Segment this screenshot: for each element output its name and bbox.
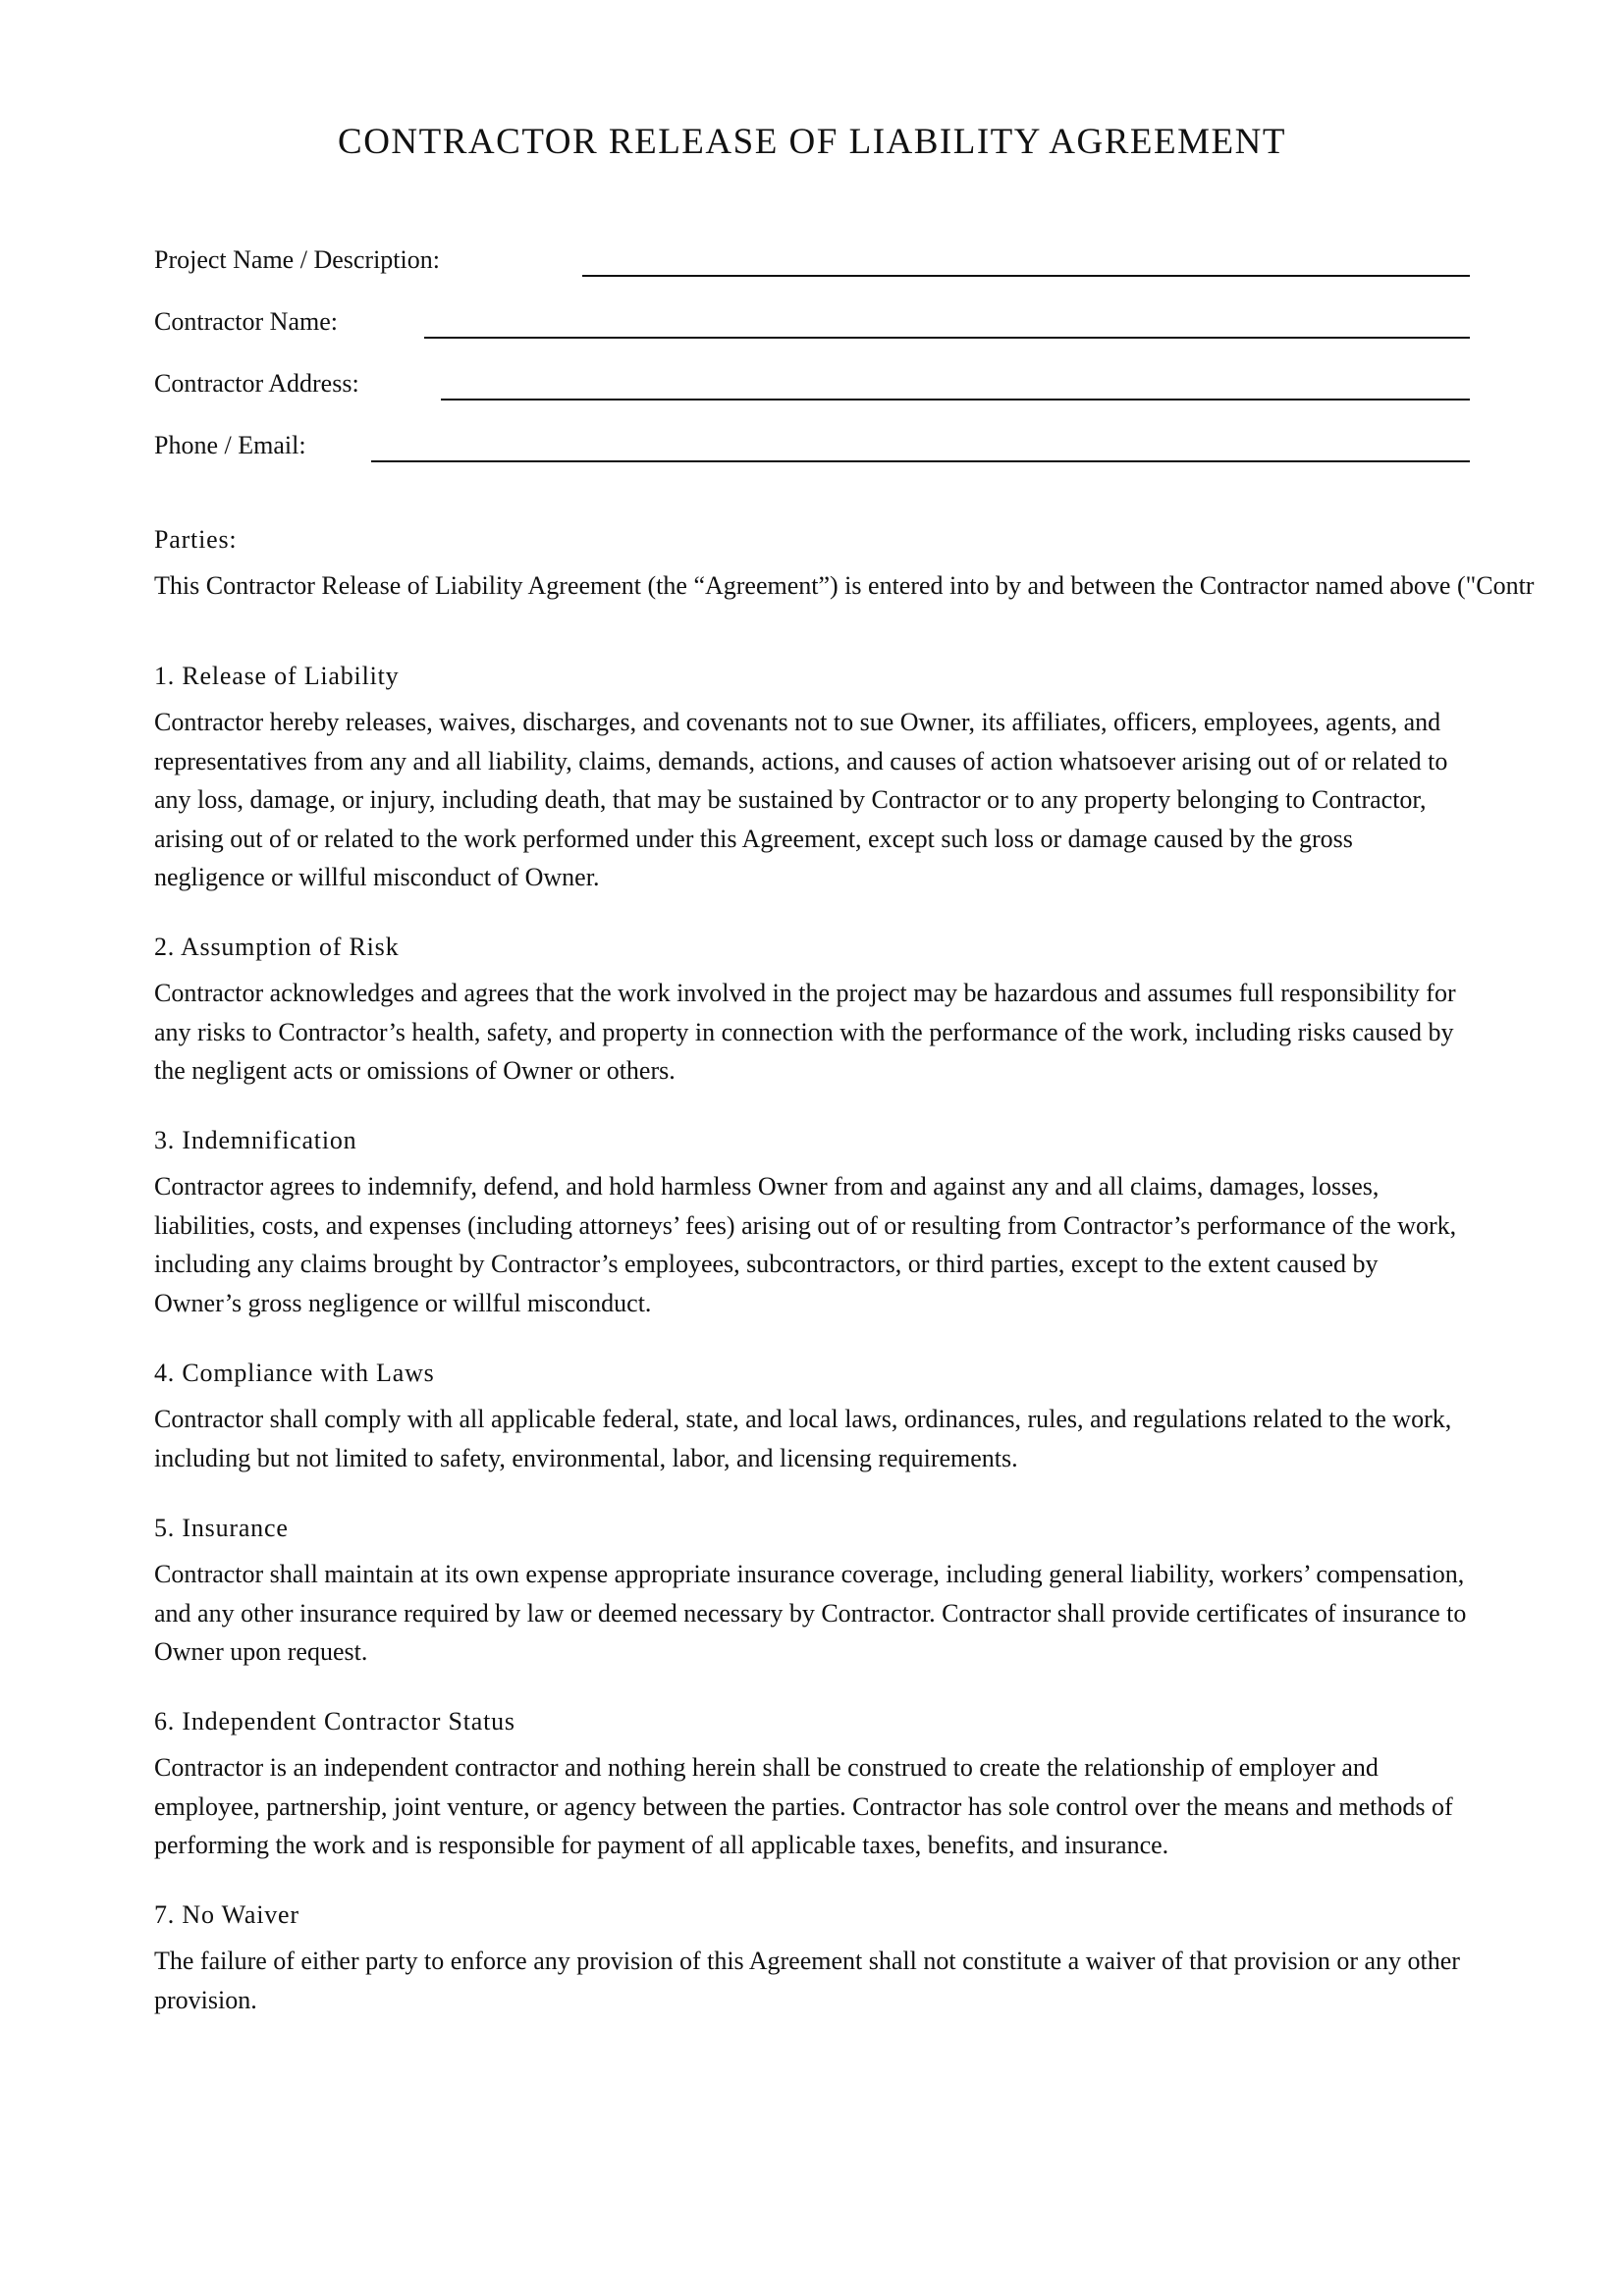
section-body: Contractor shall comply with all applicable federal, state, and local laws, ordinances, rules, and regulations related to the work, including but not limited to safety, environmental, labor, and licensing requirements.: [154, 1405, 1452, 1472]
section-body: Contractor shall maintain at its own expense appropriate insurance coverage, including general liability, workers’ compensation, and any other insurance required by law or deemed necessary by Contractor. Contractor shall provide certificates of insurance to Owner upon request.: [154, 1560, 1467, 1666]
section-body: The failure of either party to enforce any provision of this Agreement shall not constitute a waiver of that provision or any other provision.: [154, 1947, 1460, 2014]
section-indemnification: [154, 1121, 1470, 1322]
document-title: CONTRACTOR RELEASE OF LIABILITY AGREEMENT: [338, 122, 1286, 162]
section-compliance-with-laws: [154, 1354, 1470, 1477]
contractor-address-label: Contractor Address:: [154, 369, 359, 398]
section-no-waiver: [154, 1896, 1470, 2019]
contractor-address-field: [154, 364, 1470, 403]
project-name-line[interactable]: [582, 275, 1470, 277]
section-heading: 2. Assumption of Risk: [154, 933, 400, 961]
contractor-name-line[interactable]: [424, 337, 1470, 339]
section-heading: 4. Compliance with Laws: [154, 1359, 435, 1387]
contractor-name-label: Contractor Name:: [154, 307, 338, 336]
section-independent-contractor-status: [154, 1702, 1470, 1865]
section-heading: 1. Release of Liability: [154, 662, 400, 690]
section-body: Contractor agrees to indemnify, defend, and hold harmless Owner from and against any and all claims, damages, losses, liabilities, costs, and expenses (including attorneys’ fees) arising out of or resulting from Contractor’s performance of the work, including any claims brought by Contractor’s employees, subcontractors, or third parties, except to the extent caused by Owner’s gross negligence or willful misconduct.: [154, 1172, 1457, 1317]
parties-heading: Parties:: [154, 525, 238, 554]
project-name-field: [154, 240, 1470, 280]
section-release-of-liability: [154, 657, 1470, 897]
section-assumption-of-risk: [154, 928, 1470, 1091]
section-heading: 7. No Waiver: [154, 1900, 299, 1929]
section-insurance: [154, 1509, 1470, 1672]
contractor-name-field: [154, 302, 1470, 342]
section-heading: 6. Independent Contractor Status: [154, 1707, 515, 1735]
phone-email-line[interactable]: [371, 460, 1470, 462]
section-heading: 5. Insurance: [154, 1514, 289, 1542]
section-body: Contractor acknowledges and agrees that the work involved in the project may be hazardous and assumes full responsibility for any risks to Contractor’s health, safety, and property in connection with the performance of the work, including risks caused by the negligent acts or omissions of Owner or others.: [154, 979, 1456, 1085]
section-body: Contractor hereby releases, waives, discharges, and covenants not to sue Owner, its affiliates, officers, employees, agents, and representatives from any and all liability, claims, demands, actions, and causes of action whatsoever arising out of or related to any loss, damage, or injury, including death, that may be sustained by Contractor or to any property belonging to Contractor, arising out of or related to the work performed under this Agreement, except such loss or damage caused by the gross negligence or willful misconduct of Owner.: [154, 708, 1448, 891]
section-heading: 3. Indemnification: [154, 1126, 357, 1154]
section-body: Contractor is an independent contractor and nothing herein shall be construed to create the relationship of employer and employee, partnership, joint venture, or agency between the parties. Contractor has sole control over the means and methods of performing the work and is responsible for payment of all applicable taxes, benefits, and insurance.: [154, 1753, 1453, 1859]
contractor-address-line[interactable]: [441, 399, 1470, 400]
parties-text: This Contractor Release of Liability Agreement (the “Agreement”) is entered into by and between the Contractor named above ("Contr: [154, 571, 1535, 600]
project-name-label: Project Name / Description:: [154, 245, 440, 274]
phone-email-label: Phone / Email:: [154, 431, 306, 459]
phone-email-field: [154, 426, 1470, 465]
